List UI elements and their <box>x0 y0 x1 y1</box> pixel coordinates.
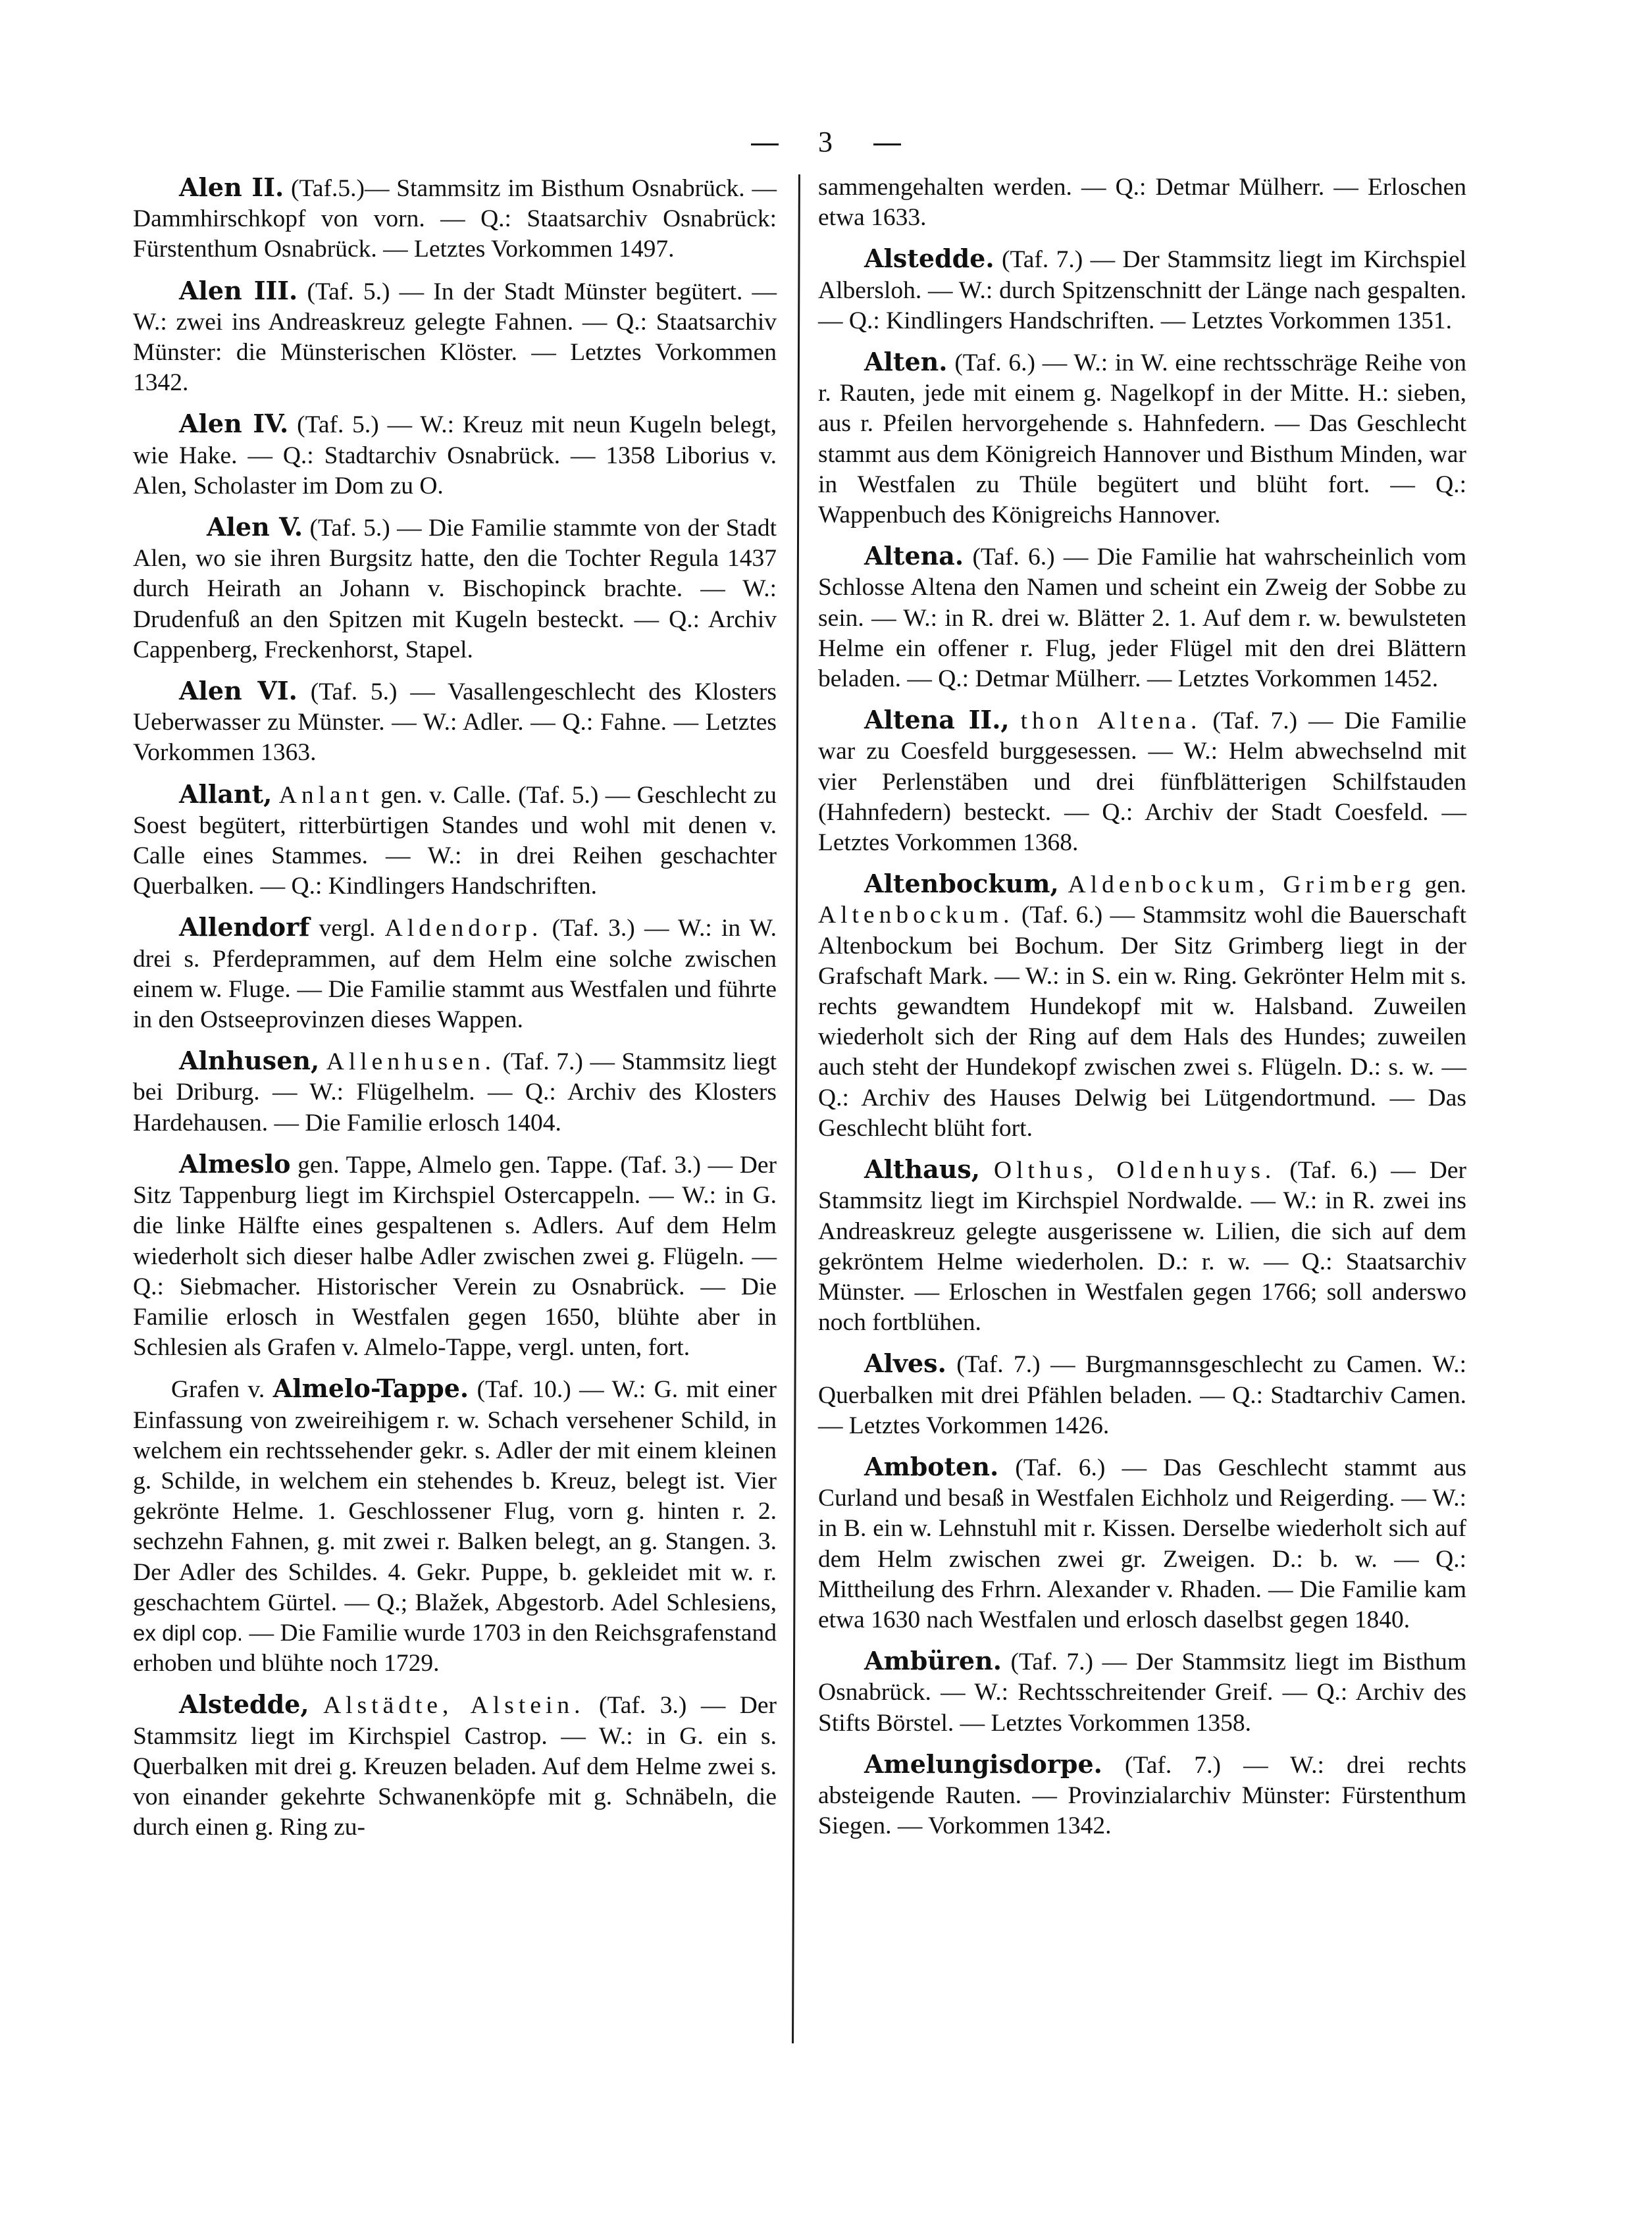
entry-text: gen. Tappe, Almelo gen. Tappe. (Taf. 3.) — Der Sitz Tappenburg liegt im Kirchspiel Ostercappeln. — W.: in G. die linke Hälfte eines gespaltenen s. Adlers. Auf dem Helm wiederholt sich dieser halbe Adler zwischen zwei g. Flügeln. — Q.: Siebmacher. Historischer Verein zu Osnabrück. — Die Familie erlosch in Westfalen gegen 1650, blühte aber in Schlesien als Grafen v. Almelo-Tappe, vergl. unten, fort. <box>133 1151 777 1362</box>
headword: Alnhusen, <box>179 1046 320 1076</box>
name-variant: thon Altena. <box>1020 707 1202 735</box>
name-variant: Aldendorp. <box>384 915 543 942</box>
headword: Almelo-Tappe. <box>272 1373 469 1404</box>
entry-text: (Taf. 3.) — W.: in W. drei s. Pferdeprammen, auf dem Helm eine solche zwischen einem w. Fluge. — Die Familie stammt aus Westfalen und führte in den Ostseeprovinzen dieses Wappen. <box>133 915 777 1034</box>
entry-text: (Taf. 6.) — Der Stammsitz liegt im Kirchspiel Nordwalde. — W.: in R. zwei ins Andreaskreuz gelegte ausgerissene w. Lilien, die sich auf dem gekröntem Helme wiederholen. D.: r. w. — Q.: Staatsarchiv Münster. — Erloschen in Westfalen gegen 1766; soll anderswo noch fortblühen. <box>818 1157 1467 1337</box>
entry-amelungisdorpe <box>818 1749 1466 1842</box>
left-column <box>133 172 777 1853</box>
headword: Alen V. <box>207 512 303 542</box>
headword: Ambüren. <box>864 1646 1002 1676</box>
name-variant: Alstädte, Alstein. <box>323 1692 585 1720</box>
entry-text: (Taf. 6.) — W.: in W. eine rechtsschräge Reihe von r. Rauten, jede mit einem g. Nagelkopf in der Mitte. H.: sieben, aus r. Pfeilen hervorgehende s. Hahnfedern. — Das Geschlecht stammt aus dem Königreich Hannover und Bisthum Minden, war in Westfalen zu Thüle begütert und blüht fort. — Q.: Wappenbuch des Königreichs Hannover. <box>818 349 1466 529</box>
headword: Althaus, <box>864 1154 980 1185</box>
entry-text: (Taf. 6.) — Die Familie hat wahrscheinlich vom Schlosse Altena den Namen und scheint ein Zweig der Sobbe zu sein. — W.: in R. drei w. Blätter 2. 1. Auf dem r. w. bewulsteten Helme ein offener r. Flug, jeder Flügel mit den drei Blättern beladen. — Q.: Detmar Mülherr. — Letztes Vorkommen 1452. <box>818 544 1467 693</box>
entry-text: (Taf.5.)— Stammsitz im Bisthum Osnabrück. — Dammhirschkopf von vorn. — Q.: Staatsarchiv Osnabrück: Fürstenthum Osnabrück. — Letztes Vorkommen 1497. <box>133 175 777 263</box>
headword: Almeslo <box>179 1148 291 1179</box>
entry-alen-ii <box>133 172 777 265</box>
cross-reference-prefix: vergl. <box>319 915 376 942</box>
entry-almeslo <box>133 1149 777 1363</box>
headword: Altena II., <box>864 705 1010 735</box>
entry-continuation <box>818 172 1466 233</box>
entry-amboten <box>818 1452 1466 1635</box>
entry-alen-iv <box>133 409 777 501</box>
entry-allendorf <box>133 912 777 1035</box>
page-header <box>0 125 1652 159</box>
name-variant: Olthus, Oldenhuys. <box>994 1157 1276 1185</box>
entry-alten <box>818 347 1466 530</box>
entry-alen-v <box>133 512 777 665</box>
entry-altenbockum <box>818 869 1466 1144</box>
name-variant: Anlant <box>278 781 374 809</box>
entry-text: (Taf. 7.) — Die Familie war zu Coesfeld burggesessen. — W.: Helm abwechselnd mit vier Perlenstäben und drei fünfblätterigen Schilfstauden (Hahnfedern) besteckt. — Q.: Archiv der Stadt Coesfeld. — Letztes Vorkommen 1368. <box>818 707 1467 857</box>
name-variant: Allenhusen. <box>326 1048 496 1076</box>
headword: Amboten. <box>864 1451 999 1481</box>
entry-text: sammengehalten werden. — Q.: Detmar Mülherr. — Erloschen etwa 1633. <box>818 174 1466 232</box>
headword: Alstedde, <box>179 1689 309 1720</box>
entry-text: (Taf. 6.) — Stammsitz wohl die Bauerschaft Altenbockum bei Bochum. Der Sitz Grimberg liegt in der Grafschaft Mark. — W.: in S. ein w. Ring. Gekrönter Helm mit s. rechts gewandtem Hundekopf mit w. Halsband. Zuweilen wiederholt sich der Ring auf dem Hals des Hundes; zuweilen auch steht der Hundekopf zwischen zwei s. Flügeln. D.: s. w. — Q.: Archiv des Hauses Delwig bei Lütgendortmund. — Das Geschlecht blüht fort. <box>818 902 1467 1142</box>
entry-alves <box>818 1348 1466 1441</box>
entry-althaus <box>818 1154 1466 1338</box>
entry-text: (Taf. 5.) — In der Stadt Münster begütert. — W.: zwei ins Andreaskreuz gelegte Fahnen. — Q.: Staatsarchiv Münster: die Münsterischen Klöster. — Letztes Vorkommen 1342. <box>133 278 777 397</box>
headword: Altena. <box>864 541 964 571</box>
entry-altena <box>818 541 1466 694</box>
headword: Alves. <box>864 1348 946 1379</box>
headword: Alen VI. <box>179 676 297 706</box>
title-prefix: Grafen v. <box>171 1376 265 1404</box>
entry-ambueren <box>818 1646 1466 1739</box>
entry-text: (Taf. 3.) — Der Stammsitz liegt im Kirchspiel Castrop. — W.: in G. ein s. Querbalken mit drei g. Kreuzen beladen. Auf dem Helme zwei s. von einander gekehrte Schwanenköpfe mit g. Schnäbeln, die durch einen g. Ring zu- <box>133 1692 777 1841</box>
headword: Altenbockum, <box>864 869 1059 899</box>
entry-altena-ii <box>818 705 1466 858</box>
entry-grafen-almelo-tappe <box>133 1373 777 1679</box>
entry-text: (Taf. 5.) — Die Familie stammte von der Stadt Alen, wo sie ihren Burgsitz hatte, den die Tochter Regula 1437 durch Heirath an Johann v. Bischopinck brachte. — W.: Drudenfuß an den Spitzen mit Kugeln besteckt. — Q.: Archiv Cappenberg, Freckenhorst, Stapel. <box>133 515 777 663</box>
entry-text: (Taf. 7.) — Burgmannsgeschlecht zu Camen. W.: Querbalken mit drei Pfählen beladen. — Q.: Stadtarchiv Camen. — Letztes Vorkommen 1426. <box>818 1351 1466 1439</box>
entry-alen-vi <box>133 676 777 769</box>
entry-alstedde-i <box>133 1689 777 1843</box>
entry-allant <box>133 779 777 902</box>
headword: Alen II. <box>179 172 284 202</box>
entry-alen-iii <box>133 276 777 399</box>
entry-text: gen. v. Calle. (Taf. 5.) — Geschlecht zu Soest begütert, ritterbürtigen Standes und wohl mit denen v. Calle eines Stammes. — W.: in drei Reihen geschachter Querbalken. — Q.: Kindlingers Handschriften. <box>133 781 777 900</box>
headword: Alen IV. <box>179 409 289 439</box>
name-variant-2: Altenbockum. <box>818 902 1014 929</box>
name-variant: Aldenbockum, Grimberg <box>1068 871 1416 899</box>
latin-citation: ex dipl cop. <box>133 1620 244 1645</box>
page-number: 3 <box>818 126 834 158</box>
headword: Allant, <box>179 779 272 809</box>
entry-alnhusen <box>133 1046 777 1138</box>
entry-text-continued: — Die Familie wurde 1703 in den Reichsgrafenstand erhoben und blühte noch 1729. <box>133 1619 777 1677</box>
headword: Alen III. <box>179 275 298 305</box>
headword: Allendorf <box>179 912 310 942</box>
right-column <box>818 172 1466 1852</box>
entry-alstedde-ii <box>818 243 1466 336</box>
entry-text: (Taf. 10.) — W.: G. mit einer Einfassung von zweireihigem r. w. Schach versehener Schild, in welchem ein rechtssehender gekr. s. Adler der mit einem kleinen g. Schilde, in welchem ein stehendes b. Kreuz, belegt ist. Vier gekrönte Helme. 1. Geschlossener Flug, vorn g. hinten r. 2. sechzehn Fahnen, g. mit zwei r. Balken belegt, an g. Stangen. 3. Der Adler des Schildes. 4. Gekr. Puppe, b. gekleidet mit w. r. geschachtem Gürtel. — Q.; Blažek, Abgestorb. Adel Schlesiens, <box>133 1376 777 1616</box>
header-dash-left <box>751 143 779 145</box>
header-dash-right <box>873 143 901 145</box>
entry-text: (Taf. 7.) — Der Stammsitz liegt im Bisthum Osnabrück. — W.: Rechtsschreitender Greif. — Q.: Archiv des Stifts Börstel. — Letztes Vorkommen 1358. <box>818 1649 1466 1737</box>
headword: Alstedde. <box>864 243 994 274</box>
entry-text-prefix: gen. <box>1424 871 1467 899</box>
entry-text: (Taf. 5.) — Vasallengeschlecht des Klosters Ueberwasser zu Münster. — W.: Adler. — Q.: Fahne. — Letztes Vorkommen 1363. <box>133 678 777 767</box>
headword: Amelungisdorpe. <box>864 1749 1102 1779</box>
entry-text: (Taf. 6.) — Das Geschlecht stammt aus Curland und besaß in Westfalen Eichholz und Reigerding. — W.: in B. ein w. Lehnstuhl mit r. Kissen. Derselbe wiederholt sich auf dem Helm zwischen zwei gr. Zweigen. D.: b. w. — Q.: Mittheilung des Frhrn. Alexander v. Rhaden. — Die Familie kam etwa 1630 nach Westfalen und erlosch daselbst gegen 1840. <box>818 1454 1466 1633</box>
column-rule <box>792 174 800 2043</box>
entry-text: (Taf. 5.) — W.: Kreuz mit neun Kugeln belegt, wie Hake. — Q.: Stadtarchiv Osnabrück. — 1358 Liborius v. Alen, Scholaster im Dom zu O. <box>133 411 777 499</box>
entry-text: (Taf. 7.) — Stammsitz liegt bei Driburg. — W.: Flügelhelm. — Q.: Archiv des Klosters Hardehausen. — Die Familie erlosch 1404. <box>133 1048 777 1137</box>
entry-text: (Taf. 7.) — Der Stammsitz liegt im Kirchspiel Albersloh. — W.: durch Spitzenschnitt der Länge nach gespalten. — Q.: Kindlingers Handschriften. — Letztes Vorkommen 1351. <box>818 246 1467 334</box>
entry-text: (Taf. 7.) — W.: drei rechts absteigende Rauten. — Provinzialarchiv Münster: Fürstenthum Siegen. — Vorkommen 1342. <box>818 1751 1466 1840</box>
headword: Alten. <box>864 347 948 377</box>
